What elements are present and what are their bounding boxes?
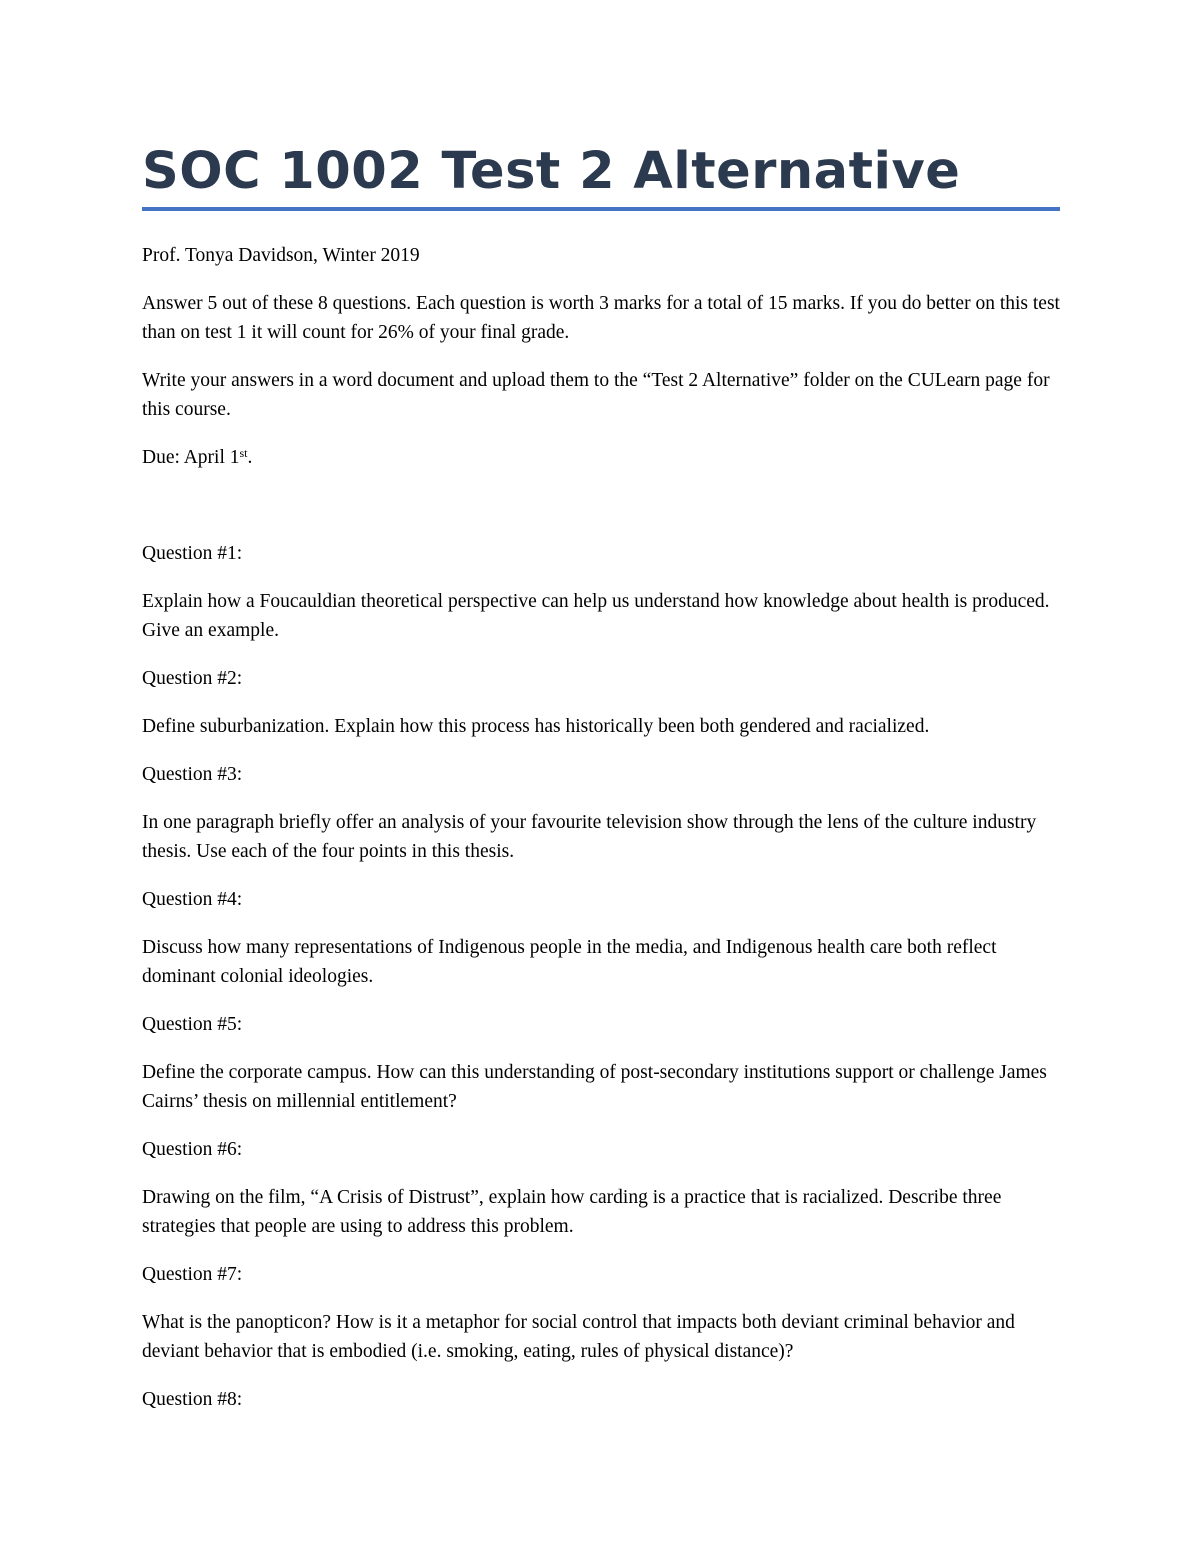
question-text-1: Explain how a Foucauldian theoretical perspective can help us understand how knowledge about health is produced. Give an example. [142, 591, 1050, 641]
question-text-2: Define suburbanization. Explain how this process has historically been both gendered and racialized. [142, 716, 930, 737]
question-text-5: Define the corporate campus. How can this understanding of post-secondary institutions support or challenge James Cairns’ thesis on millennial entitlement? [142, 1062, 1047, 1112]
question-text-3: In one paragraph briefly offer an analysis of your favourite television show through the lens of the culture industry thesis. Use each of the four points in this thesis. [142, 812, 1037, 862]
question-label-8: Question #8: [142, 1389, 243, 1410]
due-date-superscript: st [239, 446, 248, 460]
document-title: SOC 1002 Test 2 Alternative [142, 142, 961, 201]
question-text-4: Discuss how many representations of Indigenous people in the media, and Indigenous health care both reflect dominant colonial ideologies. [142, 937, 997, 987]
question-label-2: Question #2: [142, 668, 243, 689]
spacer [142, 491, 1060, 539]
due-date-suffix: . [247, 447, 253, 468]
question-label-6: Question #6: [142, 1139, 243, 1160]
instructions-paragraph-2: Write your answers in a word document and upload them to the “Test 2 Alternative” folder on the CULearn page for this course. [142, 370, 1050, 420]
question-label-5: Question #5: [142, 1014, 243, 1035]
due-date-text: Due: April 1 [142, 447, 240, 468]
question-label-1: Question #1: [142, 543, 243, 564]
question-label-7: Question #7: [142, 1264, 243, 1285]
due-date [142, 443, 1060, 472]
title-underline [142, 207, 1060, 211]
document-page [142, 140, 1060, 1433]
question-label-4: Question #4: [142, 889, 243, 910]
author-line: Prof. Tonya Davidson, Winter 2019 [142, 245, 420, 266]
question-text-6: Drawing on the film, “A Crisis of Distrust”, explain how carding is a practice that is racialized. Describe three strategies that people are using to address this problem. [142, 1187, 1002, 1237]
instructions-paragraph-1: Answer 5 out of these 8 questions. Each question is worth 3 marks for a total of 15 marks. If you do better on this test than on test 1 it will count for 26% of your final grade. [142, 293, 1060, 343]
question-text-7: What is the panopticon? How is it a metaphor for social control that impacts both deviant criminal behavior and deviant behavior that is embodied (i.e. smoking, eating, rules of physical distance)? [142, 1312, 1015, 1362]
question-label-3: Question #3: [142, 764, 243, 785]
